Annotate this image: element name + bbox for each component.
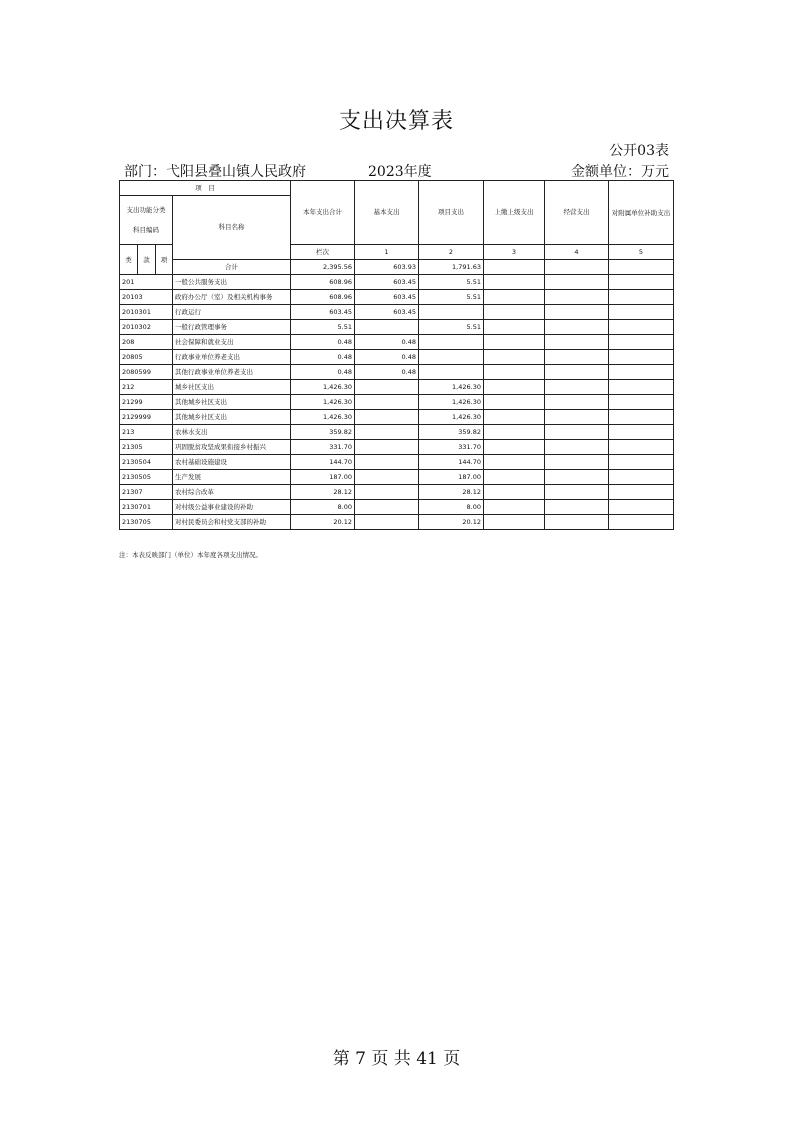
amount-total: 5.51: [291, 320, 355, 335]
amount-subsidy: [609, 275, 674, 290]
header-total: 本年支出合计: [291, 181, 355, 245]
amount-total: 8.00: [291, 500, 355, 515]
subject-name: 农林水支出: [173, 425, 291, 440]
amount-total: 0.48: [291, 365, 355, 380]
subject-name: 城乡社区支出: [173, 380, 291, 395]
amount-basic: [355, 515, 419, 530]
subject-name: 社会保障和就业支出: [173, 335, 291, 350]
amount-upper: [484, 500, 545, 515]
amount-business: [545, 515, 609, 530]
amount-basic: 603.45: [355, 305, 419, 320]
amount-project: 5.51: [419, 275, 484, 290]
table-row: [120, 455, 674, 470]
amount-upper: [484, 515, 545, 530]
amount-business: [545, 470, 609, 485]
subject-code: 21307: [120, 485, 173, 500]
table-row: [120, 395, 674, 410]
form-number: 公开03表: [609, 143, 669, 159]
subject-name: 一般行政管理事务: [173, 320, 291, 335]
table-row: [120, 425, 674, 440]
amount-business: [545, 440, 609, 455]
amount-upper: [484, 305, 545, 320]
amount-total: 187.00: [291, 470, 355, 485]
subject-code: 201: [120, 275, 173, 290]
department-label: 部门：弋阳县叠山镇人民政府: [124, 164, 306, 180]
amount-basic: [355, 440, 419, 455]
subject-name: 生产发展: [173, 470, 291, 485]
amount-total: 28.12: [291, 485, 355, 500]
amount-project: 187.00: [419, 470, 484, 485]
total-business: [545, 260, 609, 275]
header-project: 项目支出: [419, 181, 484, 245]
amount-upper: [484, 290, 545, 305]
subject-name: 其他行政事业单位养老支出: [173, 365, 291, 380]
total-subsidy: [609, 260, 674, 275]
subject-code: 20103: [120, 290, 173, 305]
amount-subsidy: [609, 305, 674, 320]
amount-total: 0.48: [291, 350, 355, 365]
amount-upper: [484, 485, 545, 500]
amount-upper: [484, 395, 545, 410]
column-index: 4: [545, 245, 609, 260]
lanci-label: 栏次: [291, 245, 355, 260]
header-subsidy: 对附属单位补助支出: [609, 181, 674, 245]
amount-subsidy: [609, 470, 674, 485]
amount-subsidy: [609, 425, 674, 440]
total-upper: [484, 260, 545, 275]
amount-project: [419, 365, 484, 380]
amount-business: [545, 305, 609, 320]
page-footer: 第 7 页 共 41 页: [332, 1049, 461, 1069]
header-lei: 类: [120, 245, 138, 275]
table-row: [120, 485, 674, 500]
amount-project: [419, 305, 484, 320]
amount-subsidy: [609, 410, 674, 425]
table-row: [120, 335, 674, 350]
header-subj-name: 科目名称: [173, 196, 291, 260]
amount-business: [545, 500, 609, 515]
amount-subsidy: [609, 320, 674, 335]
amount-project: 20.12: [419, 515, 484, 530]
amount-upper: [484, 470, 545, 485]
amount-upper: [484, 380, 545, 395]
amount-total: 1,426.30: [291, 410, 355, 425]
amount-upper: [484, 425, 545, 440]
subject-name: 农村基础设施建设: [173, 455, 291, 470]
amount-subsidy: [609, 440, 674, 455]
amount-business: [545, 350, 609, 365]
amount-upper: [484, 440, 545, 455]
header-xiang: 项: [156, 245, 173, 275]
amount-project: [419, 350, 484, 365]
subject-code: 2129999: [120, 410, 173, 425]
amount-total: 20.12: [291, 515, 355, 530]
amount-basic: [355, 425, 419, 440]
amount-basic: [355, 500, 419, 515]
subject-code: 21299: [120, 395, 173, 410]
amount-project: 359.82: [419, 425, 484, 440]
amount-basic: 0.48: [355, 365, 419, 380]
header-code-cell: [120, 196, 173, 245]
amount-basic: 0.48: [355, 335, 419, 350]
amount-project: 5.51: [419, 290, 484, 305]
amount-total: 359.82: [291, 425, 355, 440]
amount-basic: 603.45: [355, 275, 419, 290]
amount-project: [419, 335, 484, 350]
subject-name: 对村级公益事业建设的补助: [173, 500, 291, 515]
table-row: [120, 275, 674, 290]
amount-subsidy: [609, 365, 674, 380]
amount-basic: [355, 470, 419, 485]
amount-business: [545, 320, 609, 335]
amount-upper: [484, 410, 545, 425]
table-note: 注：本表反映部门（单位）本年度各项支出情况。: [119, 551, 262, 559]
amount-project: 1,426.30: [419, 380, 484, 395]
amount-subsidy: [609, 335, 674, 350]
amount-subsidy: [609, 455, 674, 470]
amount-basic: [355, 485, 419, 500]
amount-subsidy: [609, 485, 674, 500]
table-row: [120, 380, 674, 395]
subject-code: 2130701: [120, 500, 173, 515]
amount-business: [545, 410, 609, 425]
amount-project: 5.51: [419, 320, 484, 335]
table-row: [120, 500, 674, 515]
amount-upper: [484, 320, 545, 335]
amount-basic: [355, 395, 419, 410]
amount-upper: [484, 350, 545, 365]
subject-code: 2130505: [120, 470, 173, 485]
subject-name: 一般公共服务支出: [173, 275, 291, 290]
amount-total: 1,426.30: [291, 395, 355, 410]
subject-name: 农村综合改革: [173, 485, 291, 500]
subject-name: 对村民委员会和村党支部的补助: [173, 515, 291, 530]
subject-code: 21305: [120, 440, 173, 455]
table-row: [120, 410, 674, 425]
amount-project: 1,426.30: [419, 395, 484, 410]
amount-project: 1,426.30: [419, 410, 484, 425]
amount-business: [545, 275, 609, 290]
expenditure-table: [119, 180, 674, 530]
header-subj-code: 科目编码: [133, 226, 159, 234]
year-label: 2023年度: [368, 164, 432, 180]
subject-name: 行政事业单位养老支出: [173, 350, 291, 365]
amount-business: [545, 380, 609, 395]
subject-code: 213: [120, 425, 173, 440]
amount-subsidy: [609, 395, 674, 410]
header-kuan: 款: [138, 245, 156, 275]
amount-total: 0.48: [291, 335, 355, 350]
table-row: [120, 350, 674, 365]
subject-code: 2010302: [120, 320, 173, 335]
amount-project: 144.70: [419, 455, 484, 470]
amount-project: 331.70: [419, 440, 484, 455]
header-upper: 上缴上级支出: [484, 181, 545, 245]
amount-total: 1,426.30: [291, 380, 355, 395]
amount-subsidy: [609, 515, 674, 530]
amount-basic: [355, 380, 419, 395]
amount-subsidy: [609, 290, 674, 305]
amount-basic: 0.48: [355, 350, 419, 365]
table-row: [120, 320, 674, 335]
subject-code: 2130705: [120, 515, 173, 530]
total-label: 合计: [173, 260, 291, 275]
amount-business: [545, 485, 609, 500]
amount-business: [545, 290, 609, 305]
subject-code: 212: [120, 380, 173, 395]
table-row: [120, 440, 674, 455]
header-business: 经营支出: [545, 181, 609, 245]
column-index: 2: [419, 245, 484, 260]
amount-project: 28.12: [419, 485, 484, 500]
amount-total: 603.45: [291, 305, 355, 320]
amount-project: 8.00: [419, 500, 484, 515]
total-basic: 603.93: [355, 260, 419, 275]
amount-total: 144.70: [291, 455, 355, 470]
page-title: 支出决算表: [338, 109, 454, 134]
amount-subsidy: [609, 380, 674, 395]
amount-business: [545, 395, 609, 410]
subject-name: 政府办公厅（室）及相关机构事务: [173, 290, 291, 305]
table-row: [120, 365, 674, 380]
amount-upper: [484, 365, 545, 380]
subject-code: 20805: [120, 350, 173, 365]
amount-total: 608.96: [291, 275, 355, 290]
table-row: [120, 515, 674, 530]
column-index: 3: [484, 245, 545, 260]
amount-business: [545, 335, 609, 350]
amount-basic: [355, 320, 419, 335]
subject-name: 行政运行: [173, 305, 291, 320]
table-row: [120, 290, 674, 305]
amount-business: [545, 365, 609, 380]
subject-code: 2010301: [120, 305, 173, 320]
amount-total: 331.70: [291, 440, 355, 455]
header-func-code: 支出功能分类: [126, 206, 166, 214]
amount-basic: [355, 410, 419, 425]
amount-upper: [484, 275, 545, 290]
amount-upper: [484, 335, 545, 350]
column-index: 5: [609, 245, 674, 260]
header-xiangmu: 项 目: [120, 181, 291, 196]
total-amount: 2,395.56: [291, 260, 355, 275]
subject-code: 2130504: [120, 455, 173, 470]
amount-total: 608.96: [291, 290, 355, 305]
subject-code: 2080599: [120, 365, 173, 380]
amount-subsidy: [609, 350, 674, 365]
table-row: [120, 305, 674, 320]
table-row: [120, 470, 674, 485]
amount-business: [545, 455, 609, 470]
subject-code: 208: [120, 335, 173, 350]
header-basic: 基本支出: [355, 181, 419, 245]
amount-unit-label: 金额单位：万元: [571, 164, 669, 180]
amount-basic: 603.45: [355, 290, 419, 305]
amount-upper: [484, 455, 545, 470]
amount-basic: [355, 455, 419, 470]
total-project: 1,791.63: [419, 260, 484, 275]
column-index: 1: [355, 245, 419, 260]
amount-subsidy: [609, 500, 674, 515]
amount-business: [545, 425, 609, 440]
subject-name: 其他城乡社区支出: [173, 410, 291, 425]
subject-name: 其他城乡社区支出: [173, 395, 291, 410]
subject-name: 巩固脱贫攻坚成果衔接乡村振兴: [173, 440, 291, 455]
